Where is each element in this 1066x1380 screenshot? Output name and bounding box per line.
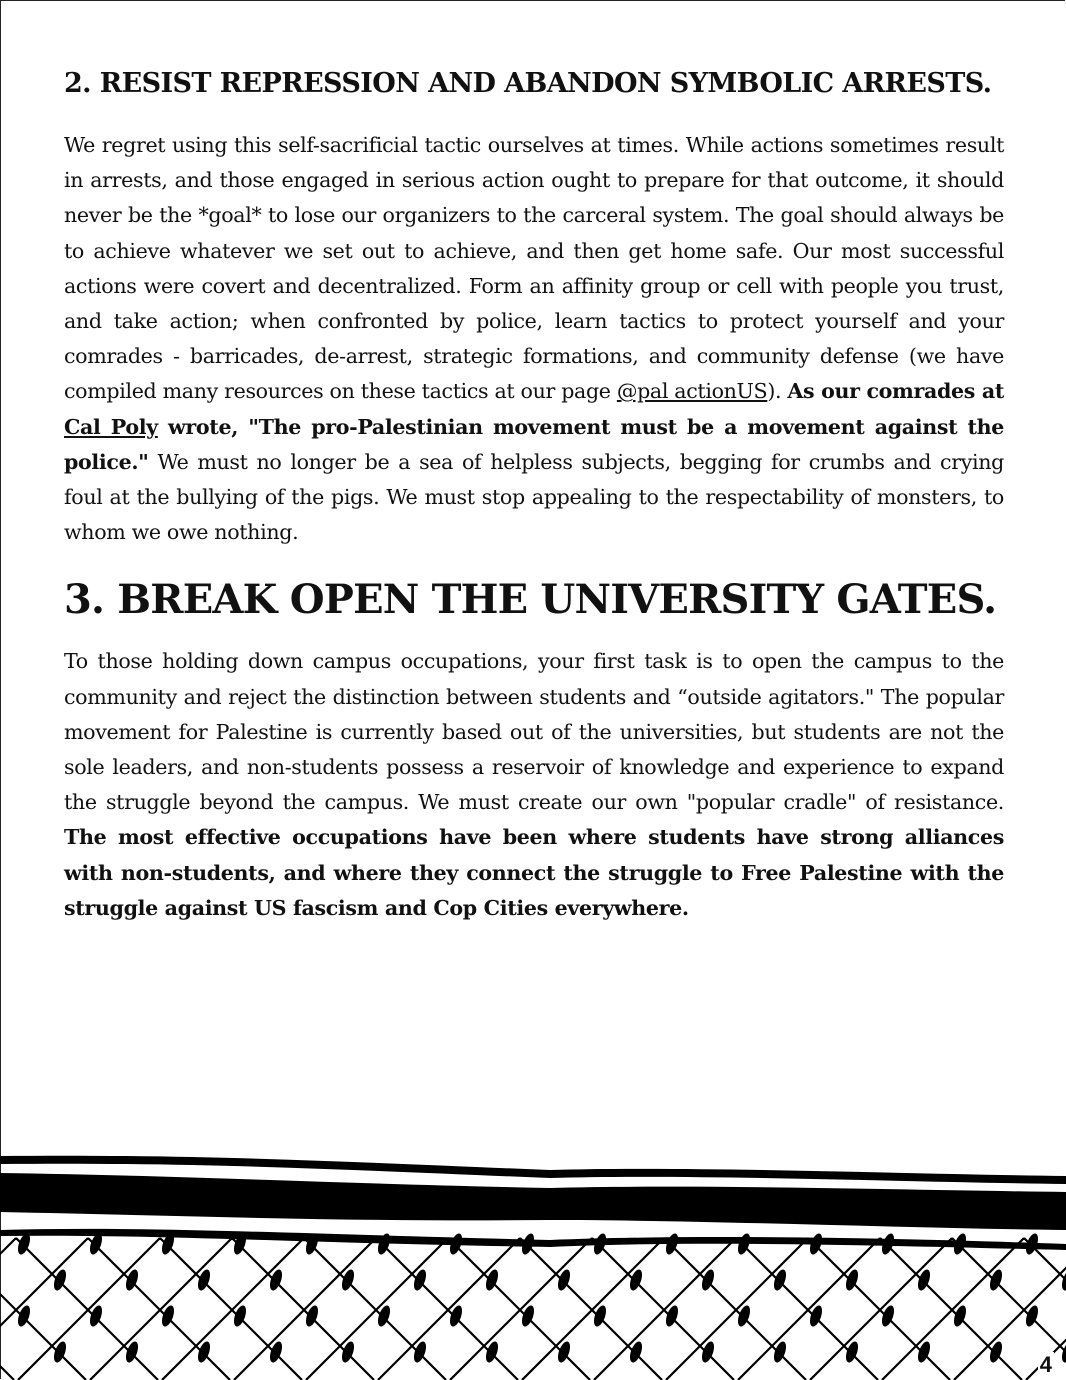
keffiyeh-pattern-border	[0, 1140, 1066, 1380]
document-body	[64, 62, 1004, 926]
text: We must no longer be a sea of helpless subjects, begging for crumbs and crying foul at the bullying of the pigs. We must stop appealing to the respectability of monsters, to whom we owe nothing.	[64, 449, 1004, 545]
section-2-heading: 2. RESIST REPRESSION AND ABANDON SYMBOLIC ARRESTS.	[64, 68, 992, 99]
section-3-heading: 3. BREAK OPEN THE UNIVERSITY GATES.	[64, 576, 997, 624]
text: We regret using this self-sacrificial tactic ourselves at times. While actions sometimes result in arrests, and those engaged in serious action ought to prepare for that outcome, it should never be the *goal* to lose our organizers to the carceral system. The goal should always be to achieve whatever we set out to achieve, and then get home safe. Our most successful actions were covert and decentralized. Form an affinity group or cell with people you trust, and take action; when confronted by police, learn tactics to protect yourself and your comrades - barricades, de-arrest, strategic formations, and community defense (we have compiled many resources on these tactics at our page	[64, 133, 1004, 404]
thick-stripe	[0, 1173, 1066, 1230]
net	[0, 1232, 1066, 1380]
text: ).	[767, 379, 788, 404]
text: wrote, "The pro-Palestinian movement must be a movement against the police."	[64, 414, 1004, 474]
pal-actionus-link[interactable]: @pal actionUS	[616, 379, 768, 404]
section-2-paragraph	[64, 128, 1004, 550]
text: To those holding down campus occupations, your first task is to open the campus to the community and reject the distinction between students and “outside agitators." The popular movement for Palestine is currently based out of the universities, but students are not the sole leaders, and non-students possess a reservoir of knowledge and experience to expand the struggle beyond the campus. We must create our own "popular cradle" of resistance.	[64, 649, 1004, 815]
cal-poly-link[interactable]: Cal Poly	[64, 414, 158, 439]
text: As our comrades at	[787, 379, 1004, 404]
bold-text: The most effective occupations have been where students have strong alliances with non-students, and where they connect the struggle to Free Palestine with the struggle against US fascism and Cop Cities everywhere.	[64, 825, 1004, 920]
keffiyeh-pattern-graphic	[0, 1140, 1066, 1380]
section-3-paragraph	[64, 644, 1004, 926]
page-number: 4	[1039, 1352, 1052, 1377]
